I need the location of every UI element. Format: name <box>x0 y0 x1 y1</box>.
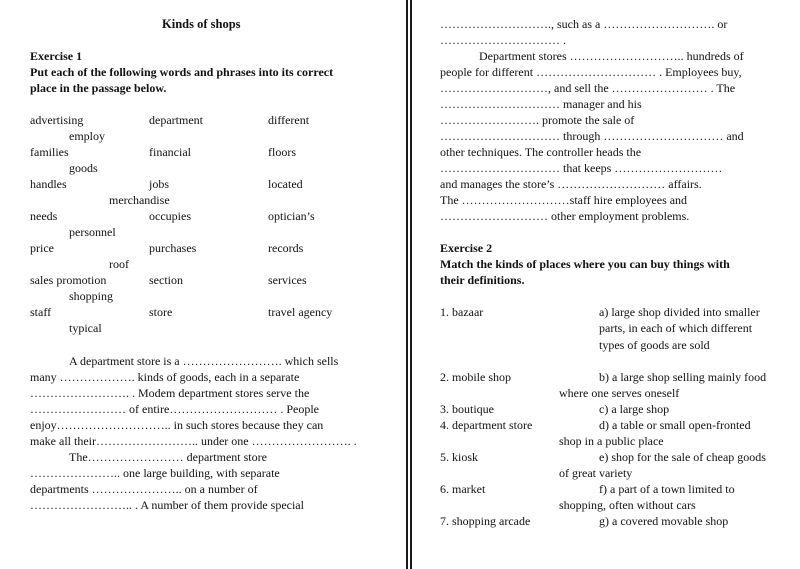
passage-line: enjoy……………………….. in such stores because they can <box>30 418 324 432</box>
word-item: typical <box>69 321 102 335</box>
exercise1-instruction: Put each of the following words and phrases into its correct <box>30 65 334 79</box>
place-item: 1. bazaar <box>440 305 484 319</box>
definition-line: where one serves oneself <box>559 386 680 400</box>
word-item: floors <box>268 145 296 159</box>
word-item: optician’s <box>268 209 315 223</box>
word-item: records <box>268 241 304 255</box>
passage-line: ………………………… manager and his <box>440 97 642 111</box>
passage-line: ………………………, and sell the …………………… . The <box>440 81 736 95</box>
passage-line: ……………………… other employment problems. <box>440 209 690 223</box>
word-item: financial <box>149 145 191 159</box>
word-item: travel agency <box>268 305 333 319</box>
place-item: 4. department store <box>440 418 533 432</box>
right-page <box>412 0 800 569</box>
passage-line: The…………………… department store <box>69 450 267 464</box>
word-item: merchandise <box>109 193 170 207</box>
passage-line: ……………………. . Modem department stores serve the <box>30 386 310 400</box>
exercise1-instruction: place in the passage below. <box>30 81 167 95</box>
definition-line: parts, in each of which different <box>599 321 753 335</box>
passage-line: people for different ………………………… . Employees buy, <box>440 65 742 79</box>
passage-line: and manages the store’s ……………………… affairs. <box>440 177 702 191</box>
passage-line: Department stores ……………………….. hundreds of <box>479 49 744 63</box>
word-item: department <box>149 113 203 127</box>
word-item: located <box>268 177 303 191</box>
page-divider <box>406 0 408 569</box>
definition-line: a) large shop divided into smaller <box>599 305 760 319</box>
definition-line: types of goods are sold <box>599 338 710 352</box>
place-item: 6. market <box>440 482 486 496</box>
word-item: families <box>30 145 69 159</box>
exercise1-heading: Exercise 1 <box>30 49 83 63</box>
passage-line: ………………………… through ………………………… and <box>440 129 744 143</box>
word-item: handles <box>30 177 67 191</box>
passage-line: ………………………… that keeps ……………………… <box>440 161 723 175</box>
passage-line: many ………………. kinds of goods, each in a separate <box>30 370 300 384</box>
passage-line: other techniques. The controller heads the <box>440 145 642 159</box>
word-item: services <box>268 273 307 287</box>
place-item: 7. shopping arcade <box>440 514 531 528</box>
word-item: needs <box>30 209 58 223</box>
word-item: price <box>30 241 54 255</box>
definition-line: shop in a public place <box>559 434 664 448</box>
passage-line: ……………………. promote the sale of <box>440 113 635 127</box>
word-item: purchases <box>149 241 197 255</box>
word-item: employ <box>69 129 105 143</box>
place-item: 3. boutique <box>440 402 494 416</box>
passage-line: A department store is a ……………………. which sells <box>69 354 339 368</box>
page-title: Kinds of shops <box>162 17 241 31</box>
definition-line: b) a large shop selling mainly food <box>599 370 767 384</box>
passage-line: …………………….. . A number of them provide special <box>30 498 304 512</box>
word-item: personnel <box>69 225 116 239</box>
passage-line: ………………………., such as a ………………………. or <box>440 17 728 31</box>
word-item: shopping <box>69 289 114 303</box>
word-item: section <box>149 273 183 287</box>
exercise2-instruction: Match the kinds of places where you can buy things with <box>440 257 730 271</box>
definition-line: d) a table or small open-fronted <box>599 418 751 432</box>
definition-line: g) a covered movable shop <box>599 514 729 528</box>
passage-line: …………………… of entire……………………… . People <box>30 402 319 416</box>
passage-line: make all their…………………….. under one ……………………. . <box>30 434 357 448</box>
definition-line: e) shop for the sale of cheap goods <box>599 450 766 464</box>
word-item: staff <box>30 305 52 319</box>
definition-line: shopping, often without cars <box>559 498 696 512</box>
definition-line: f) a part of a town limited to <box>599 482 735 496</box>
word-item: jobs <box>149 177 170 191</box>
exercise2-heading: Exercise 2 <box>440 241 493 255</box>
definition-line: c) a large shop <box>599 402 670 416</box>
exercise2-instruction: their definitions. <box>440 273 525 287</box>
place-item: 2. mobile shop <box>440 370 511 384</box>
word-item: roof <box>109 257 129 271</box>
word-item: advertising <box>30 113 84 127</box>
passage-line: The ………………………staff hire employees and <box>440 193 688 207</box>
word-item: store <box>149 305 173 319</box>
passage-line: ………………….. one large building, with separate <box>30 466 280 480</box>
definition-line: of great variety <box>559 466 633 480</box>
passage-line: ………………………… . <box>440 33 566 47</box>
word-item: different <box>268 113 310 127</box>
place-item: 5. kiosk <box>440 450 479 464</box>
word-item: occupies <box>149 209 191 223</box>
word-item: sales promotion <box>30 273 107 287</box>
word-item: goods <box>69 161 98 175</box>
passage-line: departments ………………….. on a number of <box>30 482 258 496</box>
